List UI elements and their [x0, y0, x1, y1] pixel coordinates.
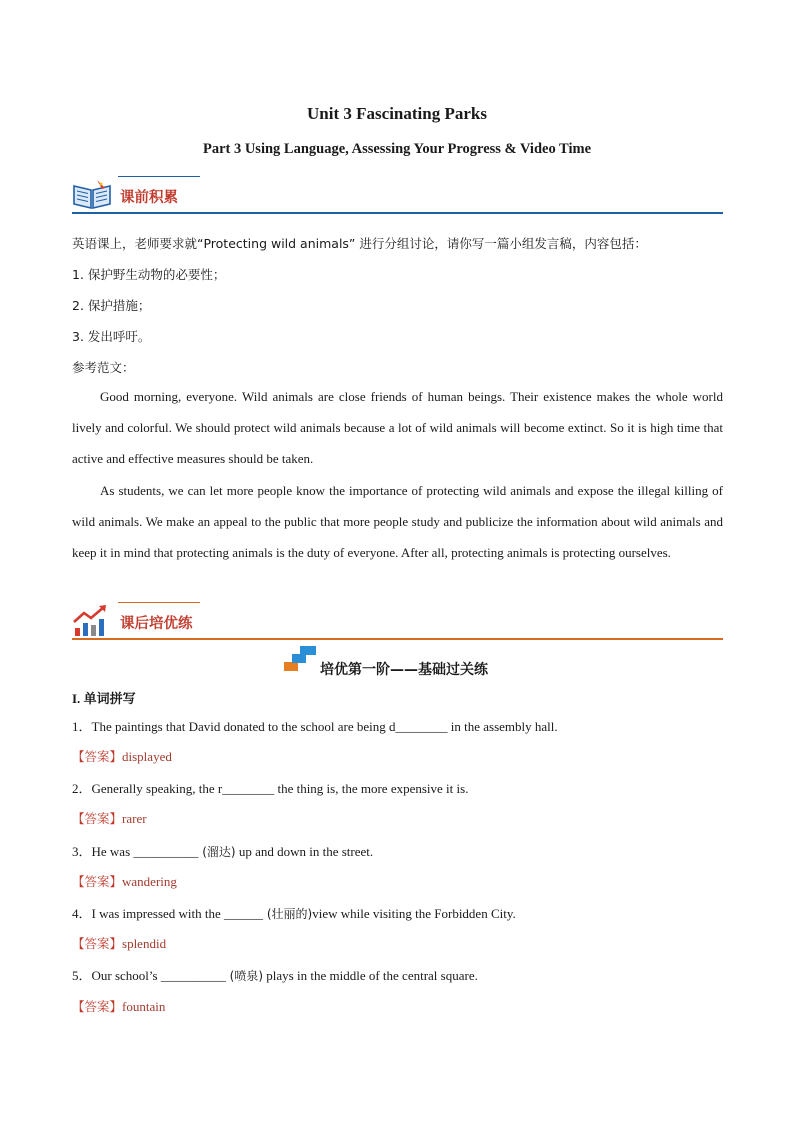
book-icon — [72, 178, 112, 210]
part-roman: I. — [72, 691, 81, 706]
section-label: 课前积累 — [120, 190, 178, 206]
point-2: 2. 保护措施； — [72, 298, 151, 313]
sample-label: 参考范文： — [72, 360, 135, 375]
question-3: 3．He was __________ (溜达) up and down in the street. — [72, 844, 374, 859]
section-rule — [72, 638, 723, 640]
section-overline — [118, 602, 200, 603]
answer-blank[interactable]: ________ — [395, 719, 448, 734]
page-title: Unit 3 Fascinating Parks — [307, 104, 487, 123]
answer-5: 【答案】fountain — [72, 999, 166, 1014]
page-subtitle: Part 3 Using Language, Assessing Your Progress & Video Time — [202, 141, 592, 157]
answer-blank[interactable]: ______ — [224, 906, 264, 921]
section-overline — [118, 176, 200, 177]
part-label: 单词拼写 — [83, 692, 136, 707]
section-rule — [72, 212, 723, 214]
section-label: 课后培优练 — [120, 616, 193, 632]
answer-blank[interactable]: __________ — [160, 968, 226, 983]
answer-2: 【答案】rarer — [72, 811, 147, 826]
section-header-pre-class — [72, 176, 723, 220]
answer-blank[interactable]: ________ — [222, 781, 275, 796]
essay-paragraph-1: Good morning, everyone. Wild animals are close friends of human beings. Their existence makes the whole world lively and colorful. We should protect wild animals because a lot of wild animals will become extinct. So it is high time that active and effective measures should be taken. — [72, 389, 723, 466]
question-5: 5．Our school’s __________ (喷泉) plays in the middle of the central square. — [72, 968, 478, 983]
question-2: 2．Generally speaking, the r________ the thing is, the more expensive it is. — [72, 781, 469, 796]
point-1: 1. 保护野生动物的必要性； — [72, 267, 226, 282]
section-header-after-class — [72, 602, 723, 646]
essay-paragraph-2: As students, we can let more people know the importance of protecting wild animals and expose the illegal killing of wild animals. We make an appeal to the public that more people study and publicize the information about wild animals and keep it in mind that protecting animals is the duty of everyone. After all, protecting animals is protecting ourselves. — [72, 483, 723, 560]
point-3: 3. 发出呼吁。 — [72, 329, 151, 344]
steps-icon — [284, 646, 318, 672]
question-1: 1．The paintings that David donated to the school are being d________ in the assembly hall. — [72, 719, 558, 734]
answer-blank[interactable]: __________ — [133, 844, 199, 859]
part-heading — [72, 688, 136, 707]
question-4: 4．I was impressed with the ______ (壮丽的)view while visiting the Forbidden City. — [72, 906, 516, 921]
answer-4: 【答案】splendid — [72, 936, 167, 951]
answer-1: 【答案】displayed — [72, 749, 172, 764]
level-label: 培优第一阶——基础过关练 — [320, 662, 488, 678]
growth-chart-icon — [72, 604, 112, 638]
level-heading — [0, 646, 794, 680]
task-prompt: 英语课上，老师要求就“Protecting wild animals” 进行分组讨论，请你写一篇小组发言稿，内容包括： — [72, 236, 647, 251]
answer-3: 【答案】wandering — [72, 874, 177, 889]
